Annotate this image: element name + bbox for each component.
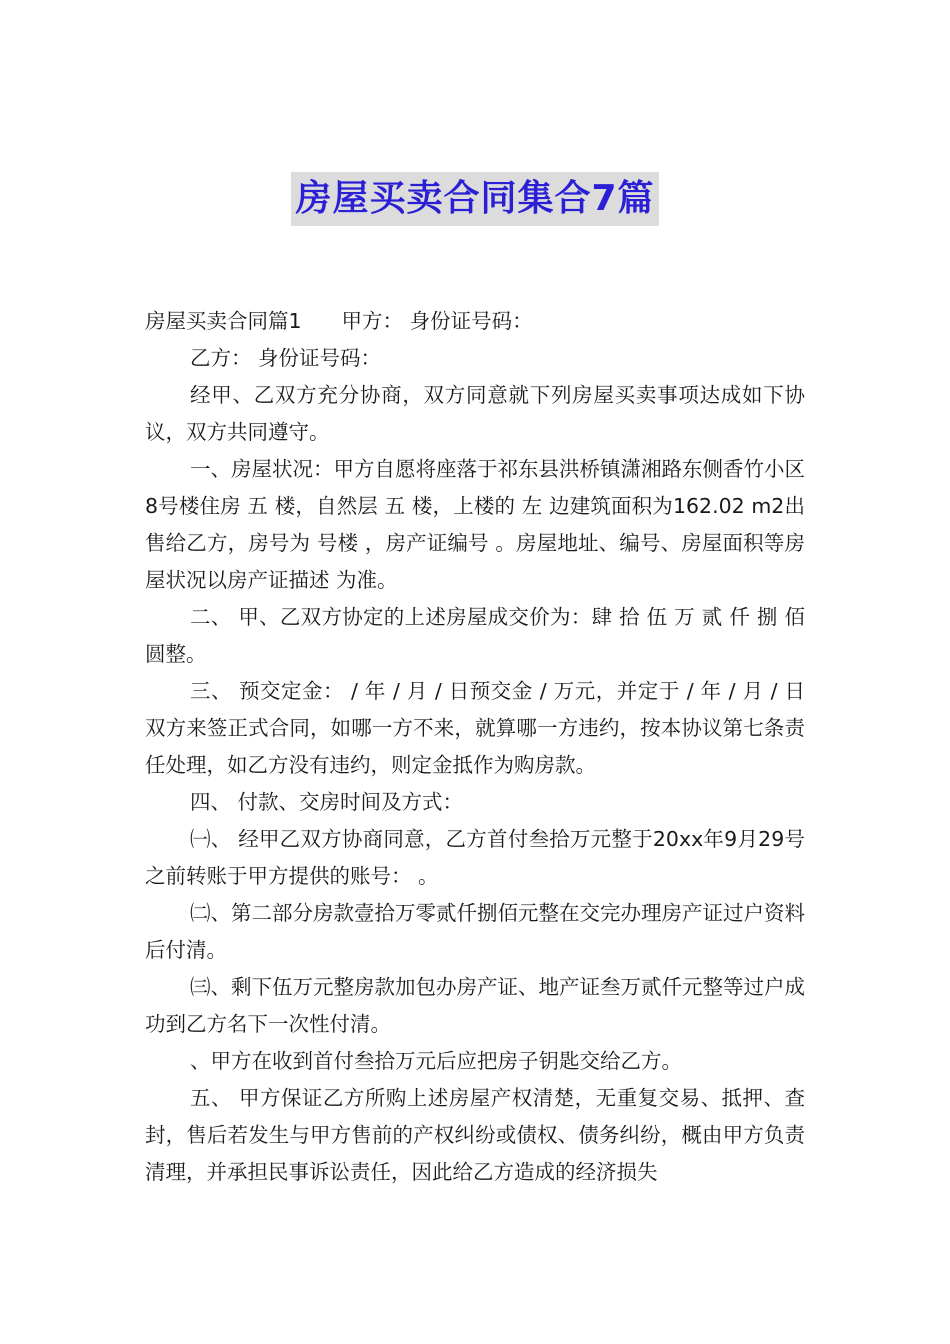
document-title-text: 房屋买卖合同集合7篇 xyxy=(291,172,658,226)
paragraph-item-3: ㈢、剩下伍万元整房款加包办房产证、地产证叁万贰仟元整等过户成功到乙方名下一次性付清。 xyxy=(145,975,805,1036)
paragraph-section-3: 三、 预交定金： / 年 / 月 / 日预交金 / 万元，并定于 / 年 / 月 / 日双方来签正式合同，如哪一方不来，就算哪一方违约，按本协议第七条责任处理，如乙方没有违约，则定金抵作为购房款。 xyxy=(145,679,805,777)
document-body xyxy=(145,303,805,1191)
paragraph-section-1: 一、房屋状况：甲方自愿将座落于祁东县洪桥镇潇湘路东侧香竹小区8号楼住房 五 楼，自然层 五 楼，上楼的 左 边建筑面积为162.02 m2出售给乙方，房号为 号楼 ，房产证编号 。房屋地址、编号、房屋面积等房屋状况以房产证描述 为准。 xyxy=(145,457,805,592)
paragraph-section-2: 二、 甲、乙双方协定的上述房屋成交价为：肆 拾 伍 万 贰 仟 捌 佰圆整。 xyxy=(145,605,805,666)
paragraph-section-4: 四、 付款、交房时间及方式： xyxy=(190,790,464,814)
contract-heading: 房屋买卖合同篇1 xyxy=(145,309,302,333)
paragraph-item-1: ㈠、 经甲乙双方协商同意，乙方首付叁拾万元整于20xx年9月29号之前转账于甲方提供的账号： 。 xyxy=(145,827,805,888)
first-line xyxy=(145,303,805,340)
document-title xyxy=(0,172,950,226)
paragraph-intro: 经甲、乙双方充分协商，双方同意就下列房屋买卖事项达成如下协议，双方共同遵守。 xyxy=(145,383,805,444)
paragraph-party-b: 乙方： 身份证号码： xyxy=(190,346,382,370)
paragraph-section-5: 五、 甲方保证乙方所购上述房屋产权清楚，无重复交易、抵押、查封，售后若发生与甲方售前的产权纠纷或债权、债务纠纷，概由甲方负责清理，并承担民事诉讼责任，因此给乙方造成的经济损失 xyxy=(145,1086,805,1184)
paragraph-item-2: ㈡、第二部分房款壹拾万零贰仟捌佰元整在交完办理房产证过户资料后付清。 xyxy=(145,901,805,962)
paragraph-item-4: 、甲方在收到首付叁拾万元后应把房子钥匙交给乙方。 xyxy=(190,1049,682,1073)
party-a-line: 甲方： 身份证号码： xyxy=(341,309,533,333)
